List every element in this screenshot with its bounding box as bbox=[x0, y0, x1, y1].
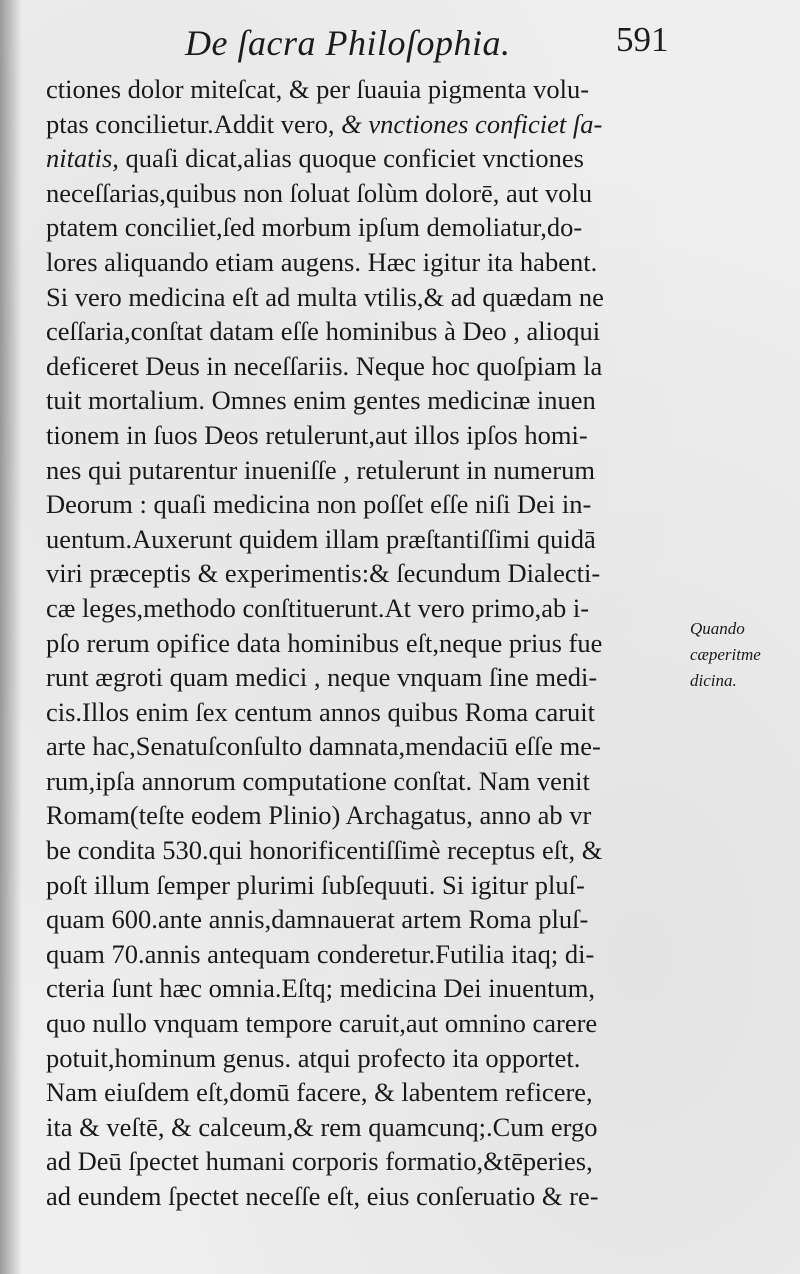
text-segment: quo nullo vnquam tempore caruit,aut omnino carere bbox=[46, 1008, 598, 1039]
text-line bbox=[46, 1179, 686, 1214]
text-line bbox=[46, 141, 686, 176]
text-segment: ita & veſtē, & calceum,& rem quamcunq;.Cum ergo bbox=[46, 1111, 598, 1142]
margin-note bbox=[690, 616, 794, 694]
text-line bbox=[46, 1110, 686, 1145]
text-segment: ceſſaria,conſtat datam eſſe hominibus à Deo , alioqui bbox=[46, 316, 601, 347]
text-line bbox=[46, 556, 686, 591]
margin-note-line: Quando bbox=[690, 619, 745, 638]
text-segment: ptatem conciliet,ſed morbum ipſum demoliatur,do- bbox=[46, 212, 583, 243]
text-line bbox=[46, 349, 686, 384]
text-segment: pſo rerum opifice data hominibus eſt,neque prius fue bbox=[46, 627, 603, 658]
text-segment: quam 70.annis antequam conderetur.Futilia itaq; di- bbox=[46, 938, 595, 969]
text-line bbox=[46, 971, 686, 1006]
running-head-title: De ſacra Philoſophia. bbox=[185, 23, 511, 63]
text-segment: Romam(teſte eodem Plinio) Archagatus, anno ab vr bbox=[46, 800, 592, 831]
text-line bbox=[46, 626, 686, 661]
text-segment: cteria ſunt hæc omnia.Eſtq; medicina Dei inuentum, bbox=[46, 973, 595, 1004]
text-line bbox=[46, 1075, 686, 1110]
text-segment: tuit mortalium. Omnes enim gentes medicinæ inuen bbox=[46, 385, 596, 416]
text-segment: cis.Illos enim ſex centum annos quibus Roma caruit bbox=[46, 696, 596, 727]
text-line bbox=[46, 72, 686, 107]
text-line bbox=[46, 798, 686, 833]
text-segment: Nam eiuſdem eſt,domū facere, & labentem reficere, bbox=[46, 1077, 593, 1108]
text-line bbox=[46, 245, 686, 280]
text-line bbox=[46, 1006, 686, 1041]
margin-note-line: cæperitme bbox=[690, 645, 761, 664]
text-line bbox=[46, 1144, 686, 1179]
text-segment: quam 600.ante annis,damnauerat artem Roma pluſ- bbox=[46, 904, 589, 935]
text-line bbox=[46, 280, 686, 315]
text-segment: uentum.Auxerunt quidem illam præſtantiſſimi quidā bbox=[46, 523, 596, 554]
text-segment: potuit,hominum genus. atqui profecto ita opportet. bbox=[46, 1042, 581, 1073]
text-segment: deficeret Deus in neceſſariis. Neque hoc quoſpiam la bbox=[46, 350, 603, 381]
text-line bbox=[46, 314, 686, 349]
text-line bbox=[46, 868, 686, 903]
text-segment: Si vero medicina eſt ad multa vtilis,& ad quædam ne bbox=[46, 281, 604, 312]
text-line bbox=[46, 660, 686, 695]
text-segment: tionem in ſuos Deos retulerunt,aut illos ipſos homi- bbox=[46, 419, 588, 450]
margin-note-line: dicina. bbox=[690, 671, 737, 690]
text-line bbox=[46, 1041, 686, 1076]
text-segment: runt ægroti quam medici , neque vnquam ſine medi- bbox=[46, 662, 598, 693]
text-segment: & vnctiones conficiet ſa- bbox=[341, 108, 603, 139]
text-line bbox=[46, 937, 686, 972]
text-segment: ctiones dolor miteſcat, & per ſuauia pigmenta volu- bbox=[46, 74, 590, 104]
text-segment: nitatis bbox=[46, 143, 113, 174]
text-segment: cæ leges,methodo conſtituerunt.At vero primo,ab i- bbox=[46, 592, 590, 623]
text-segment: be condita 530.qui honorificentiſſimè receptus eſt, & bbox=[46, 835, 603, 866]
text-segment: Deorum : quaſi medicina non poſſet eſſe niſi Dei in- bbox=[46, 489, 592, 520]
text-segment: rum,ipſa annorum computatione conſtat. Nam venit bbox=[46, 765, 590, 796]
text-segment: , quaſi dicat,alias quoque conficiet vnctiones bbox=[112, 143, 584, 174]
text-segment: lores aliquando etiam augens. Hæc igitur ita habent. bbox=[46, 246, 598, 277]
text-segment: ad Deū ſpectet humani corporis formatio,&tēperies, bbox=[46, 1146, 593, 1177]
text-line bbox=[46, 522, 686, 557]
text-segment: poſt illum ſemper plurimi ſubſequuti. Si igitur pluſ- bbox=[46, 869, 585, 900]
text-line bbox=[46, 418, 686, 453]
body-text bbox=[46, 72, 686, 1214]
text-segment: ptas concilietur.Addit vero, bbox=[46, 108, 342, 139]
text-segment: ad eundem ſpectet neceſſe eſt, eius conſeruatio & re- bbox=[46, 1181, 599, 1211]
text-line bbox=[46, 487, 686, 522]
text-segment: nes qui putarentur inueniſſe , retulerunt in numerum bbox=[46, 454, 595, 485]
text-segment: neceſſarias,quibus non ſoluat ſolùm dolorē, aut volu bbox=[46, 177, 593, 208]
text-line bbox=[46, 210, 686, 245]
page-number: 591 bbox=[616, 20, 669, 59]
text-line bbox=[46, 453, 686, 488]
text-line bbox=[46, 176, 686, 211]
text-segment: viri præceptis & experimentis:& ſecundum Dialecti- bbox=[46, 558, 601, 589]
text-segment: arte hac,Senatuſconſulto damnata,mendaciū eſſe me- bbox=[46, 731, 601, 762]
text-line bbox=[46, 902, 686, 937]
page-gutter-shadow bbox=[0, 0, 22, 1274]
text-line bbox=[46, 695, 686, 730]
text-line bbox=[46, 383, 686, 418]
text-line bbox=[46, 729, 686, 764]
text-line bbox=[46, 833, 686, 868]
text-line bbox=[46, 591, 686, 626]
text-line bbox=[46, 107, 686, 142]
text-line bbox=[46, 764, 686, 799]
